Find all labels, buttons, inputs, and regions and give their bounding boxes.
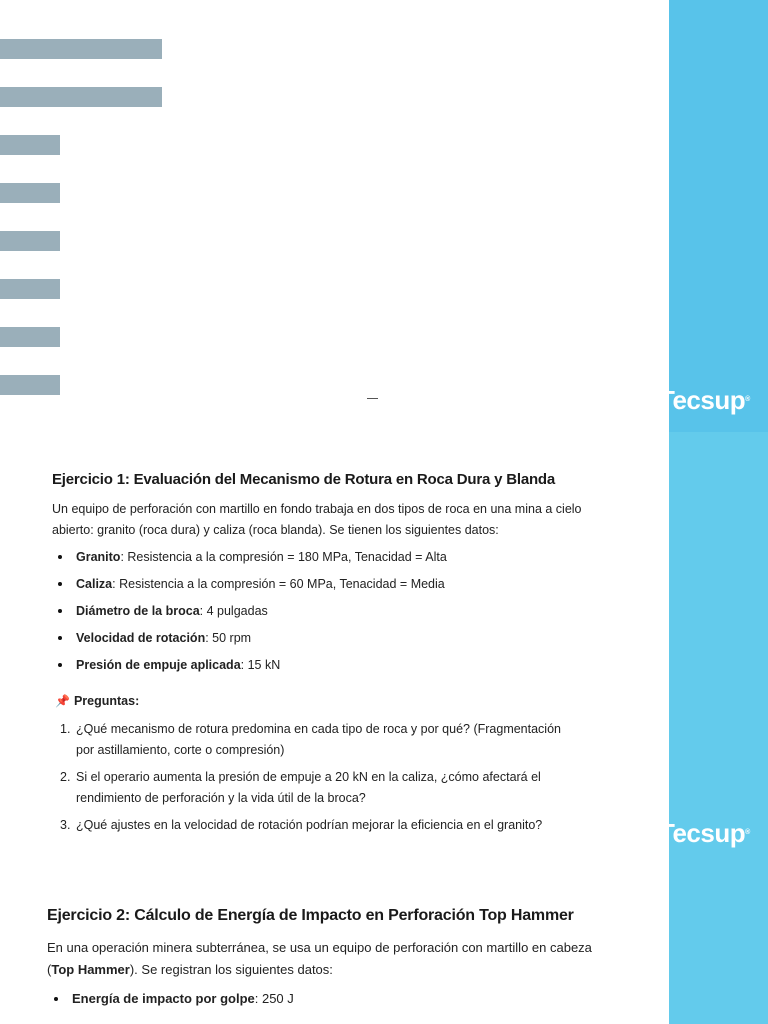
- list-item: [72, 991, 632, 1007]
- brand-sidebar: [669, 0, 768, 1024]
- question-number: 2.: [60, 770, 71, 784]
- exercise-2-title: Ejercicio 2: Cálculo de Energía de Impacto en Perforación Top Hammer: [47, 907, 574, 924]
- redacted-bar: [0, 231, 60, 251]
- redacted-bar: [0, 183, 60, 203]
- question-number: 3.: [60, 818, 71, 832]
- list-item: [76, 630, 636, 646]
- question-text: Si el operario aumenta la presión de empuje a 20 kN en la caliza, ¿cómo afectará el rendimiento de perforación y la vida útil de la broca?: [76, 770, 541, 805]
- redacted-bar: [0, 87, 162, 107]
- data-label: Velocidad de rotación: [76, 631, 206, 645]
- data-value: : Resistencia a la compresión = 60 MPa, Tenacidad = Media: [112, 577, 445, 591]
- tecsup-logo: Tecsup®: [659, 818, 750, 848]
- redacted-bar: [0, 375, 60, 395]
- question-text: ¿Qué ajustes en la velocidad de rotación podrían mejorar la eficiencia en el granito?: [76, 818, 543, 832]
- sidebar-band-top: [669, 0, 768, 432]
- data-value: : 15 kN: [240, 658, 281, 672]
- redacted-bar: [0, 327, 60, 347]
- question-item: [60, 815, 596, 836]
- data-label: Caliza: [76, 577, 113, 591]
- data-label: Granito: [76, 550, 121, 564]
- redacted-bar: [0, 39, 162, 59]
- question-item: [60, 767, 596, 809]
- data-label: Presión de empuje aplicada: [76, 658, 241, 672]
- data-value: : 250 J: [254, 991, 294, 1006]
- exercise-2-intro: [47, 937, 617, 981]
- intro-text: En una operación minera subterránea, se usa un equipo de perforación con martillo en cabeza (: [47, 940, 592, 977]
- logo-text: Tecsup: [659, 385, 746, 415]
- data-value: : 50 rpm: [205, 631, 252, 645]
- tecsup-logo: Tecsup®: [659, 385, 750, 415]
- pushpin-icon: 📌: [55, 694, 70, 708]
- list-item: [76, 549, 636, 565]
- data-label: Diámetro de la broca: [76, 604, 200, 618]
- list-item: [76, 603, 636, 619]
- page-separator-dash: [367, 398, 378, 399]
- logo-text: Tecsup: [659, 818, 746, 848]
- exercise-1-intro: Un equipo de perforación con martillo en fondo trabaja en dos tipos de roca en una mina a cielo abierto: granito (roca dura) y caliza (roca blanda). Se tienen los siguientes datos:: [52, 502, 582, 537]
- redacted-bar: [0, 279, 60, 299]
- data-value: : Resistencia a la compresión = 180 MPa, Tenacidad = Alta: [120, 550, 447, 564]
- intro-bold-term: Top Hammer: [51, 962, 130, 977]
- data-label: Energía de impacto por golpe: [72, 991, 255, 1006]
- question-number: 1.: [60, 722, 71, 736]
- redacted-bar: [0, 135, 60, 155]
- data-value: : 4 pulgadas: [199, 604, 268, 618]
- intro-text: ). Se registran los siguientes datos:: [129, 962, 333, 977]
- sidebar-band-bottom: [669, 432, 768, 1024]
- list-item: [76, 576, 636, 592]
- list-item: [76, 657, 636, 673]
- questions-heading: [55, 694, 139, 708]
- question-text: ¿Qué mecanismo de rotura predomina en cada tipo de roca y por qué? (Fragmentación por astillamiento, corte o compresión): [76, 722, 561, 757]
- exercise-1-title: Ejercicio 1: Evaluación del Mecanismo de Rotura en Roca Dura y Blanda: [52, 471, 556, 488]
- question-item: [60, 719, 576, 761]
- questions-heading-label: Preguntas:: [73, 694, 140, 708]
